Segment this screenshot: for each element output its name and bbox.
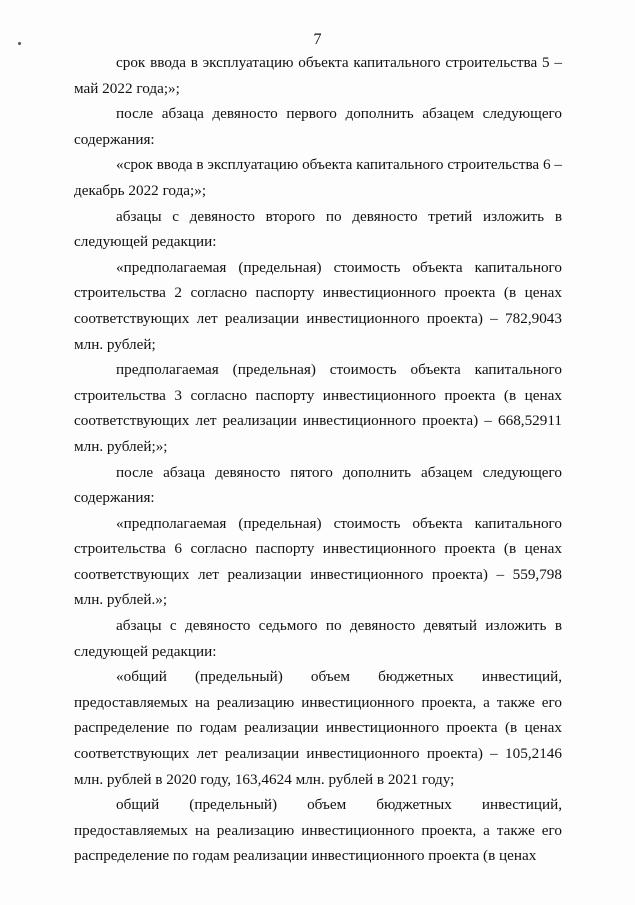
paragraph-completion-date-6: «срок ввода в эксплуатацию объекта капитального строительства 6 – декабрь 2022 года;»; (74, 156, 562, 199)
paragraph-insert-after-91: после абзаца девяносто первого дополнить абзацем следующего содержания: (74, 105, 562, 148)
page-number: 7 (313, 31, 322, 48)
document-body (74, 50, 562, 869)
paragraph-budget-investment-1: «общий (предельный) объем бюджетных инвестиций, предоставляемых на реализацию инвестиционного проекта, а также его распределение по годам реализации инвестиционного проекта (в ценах соответствующих лет реализации инвестиционного проекта) – 105,2146 млн. рублей в 2020 году, 163,4624 млн. рублей в 2021 году; (74, 668, 562, 788)
paragraph-completion-date-5: срок ввода в эксплуатацию объекта капитального строительства 5 – май 2022 года;»; (74, 54, 562, 97)
paragraph-restate-92-93: абзацы с девяносто второго по девяносто третий изложить в следующей редакции: (74, 207, 562, 251)
paragraph-insert-after-95: после абзаца девяносто пятого дополнить абзацем следующего содержания: (74, 463, 562, 507)
paragraph-restate-97-99: абзацы с девяносто седьмого по девяносто девятый изложить в следующей редакции: (74, 617, 562, 660)
paragraph-estimated-cost-3: предполагаемая (предельная) стоимость объекта капитального строительства 3 согласно паспорту инвестиционного проекта (в ценах соответствующих лет реализации инвестиционного проекта) – 668,52911 млн. рублей;»; (74, 361, 562, 455)
paragraph-budget-investment-2: общий (предельный) объем бюджетных инвестиций, предоставляемых на реализацию инвестиционного проекта, а также его распределение по годам реализации инвестиционного проекта (в ценах (74, 796, 562, 865)
paragraph-estimated-cost-2: «предполагаемая (предельная) стоимость объекта капитального строительства 2 согласно паспорту инвестиционного проекта (в ценах соответствующих лет реализации инвестиционного проекта) – 782,9043 млн. рублей; (74, 258, 562, 353)
paragraph-estimated-cost-6: «предполагаемая (предельная) стоимость объекта капитального строительства 6 согласно паспорту инвестиционного проекта (в ценах соответствующих лет реализации инвестиционного проекта) – 559,798 млн. рублей.»; (74, 514, 562, 609)
